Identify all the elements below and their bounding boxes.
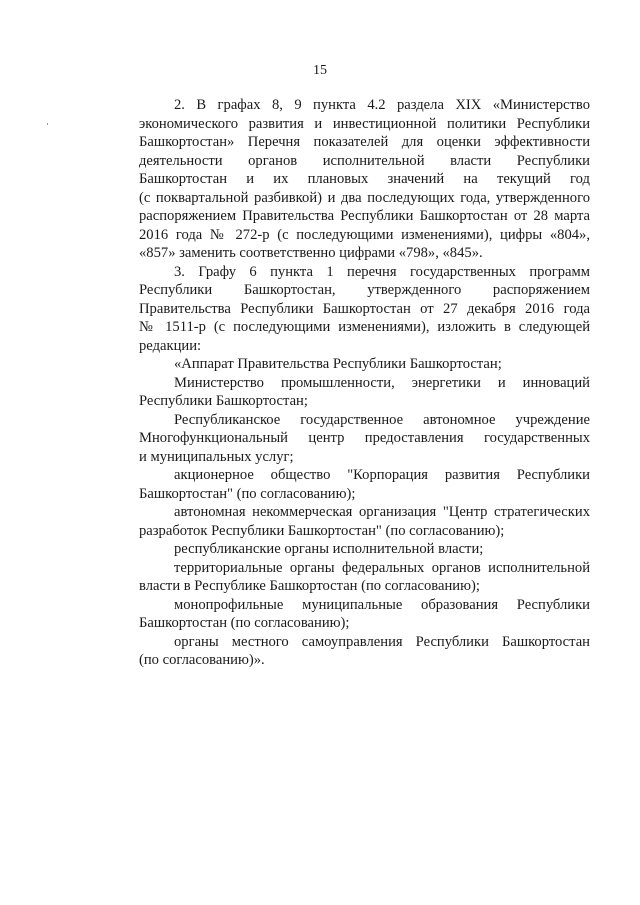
list-entry-local-government bbox=[104, 633, 590, 670]
list-entry-monoprofile bbox=[104, 596, 590, 633]
text-line: «Аппарат Правительства Республики Башкортостан; bbox=[174, 356, 502, 372]
text-line: «857» заменить соответственно цифрами «798», «845». bbox=[139, 245, 483, 261]
text-line: органы местного самоуправления Республики Башкортостан bbox=[174, 633, 590, 650]
text-line: (с поквартальной разбивкой) и два последующих года, утвержденного bbox=[139, 189, 590, 206]
list-entry-republic-bodies bbox=[104, 540, 590, 559]
text-line: № 1511-р (с последующими изменениями), изложить в следующей bbox=[139, 319, 590, 335]
text-line: редакции: bbox=[139, 337, 202, 354]
text-line: Министерство промышленности, энергетики и инноваций bbox=[174, 374, 590, 391]
text-line: и муниципальных услуг; bbox=[139, 448, 294, 465]
text-line: Многофункциональный центр предоставления государственных bbox=[139, 430, 590, 446]
text-line: 2016 года № 272-р (с последующими изменениями), цифры «804», bbox=[139, 226, 590, 243]
text-line: Правительства Республики Башкортостан от 27 декабря 2016 года bbox=[139, 300, 590, 317]
text-line: автономная некоммерческая организация "Центр стратегических bbox=[174, 504, 590, 520]
list-entry-strategic-center bbox=[104, 503, 590, 540]
text-line: республиканские органы исполнительной власти; bbox=[174, 541, 484, 557]
text-line: Республиканское государственное автономное учреждение bbox=[174, 411, 590, 428]
list-entry-mfc bbox=[104, 411, 590, 467]
text-line: Башкортостан (по согласованию); bbox=[139, 615, 350, 631]
text-line: 3. Графу 6 пункта 1 перечня государственных программ bbox=[174, 263, 590, 280]
text-line: Башкортостан" (по согласованию); bbox=[139, 485, 356, 502]
text-line: распоряжением Правительства Республики Башкортостан от 28 марта bbox=[139, 208, 590, 224]
text-line: экономического развития и инвестиционной политики Республики bbox=[139, 115, 590, 132]
list-entry-corporation bbox=[104, 466, 590, 503]
text-line: Республики Башкортостан, утвержденного распоряжением bbox=[139, 282, 590, 298]
paragraph-item-3 bbox=[104, 263, 590, 356]
text-line: акционерное общество "Корпорация развития Республики bbox=[174, 467, 590, 483]
page-number: 15 bbox=[313, 63, 327, 78]
margin-mark bbox=[47, 123, 48, 125]
text-line: Башкортостан» Перечня показателей для оценки эффективности bbox=[139, 134, 590, 150]
text-line: территориальные органы федеральных органов исполнительной bbox=[174, 559, 590, 576]
text-line: монопрофильные муниципальные образования Республики bbox=[174, 596, 590, 613]
text-line: 2. В графах 8, 9 пункта 4.2 раздела XIX «Министерство bbox=[174, 97, 590, 113]
paragraph-item-2 bbox=[104, 96, 590, 263]
text-line: деятельности органов исполнительной власти Республики bbox=[139, 152, 590, 169]
text-line: Башкортостан и их плановых значений на текущий год bbox=[139, 171, 590, 187]
text-line: разработок Республики Башкортостан" (по согласованию); bbox=[139, 522, 505, 539]
list-entry-apparat bbox=[104, 355, 590, 374]
list-entry-ministry bbox=[104, 374, 590, 411]
list-entry-federal-bodies bbox=[104, 559, 590, 596]
text-line: власти в Республике Башкортостан (по согласованию); bbox=[139, 578, 480, 594]
text-line: (по согласованию)». bbox=[139, 652, 265, 668]
text-line: Республики Башкортостан; bbox=[139, 393, 308, 409]
document-body bbox=[104, 96, 590, 670]
